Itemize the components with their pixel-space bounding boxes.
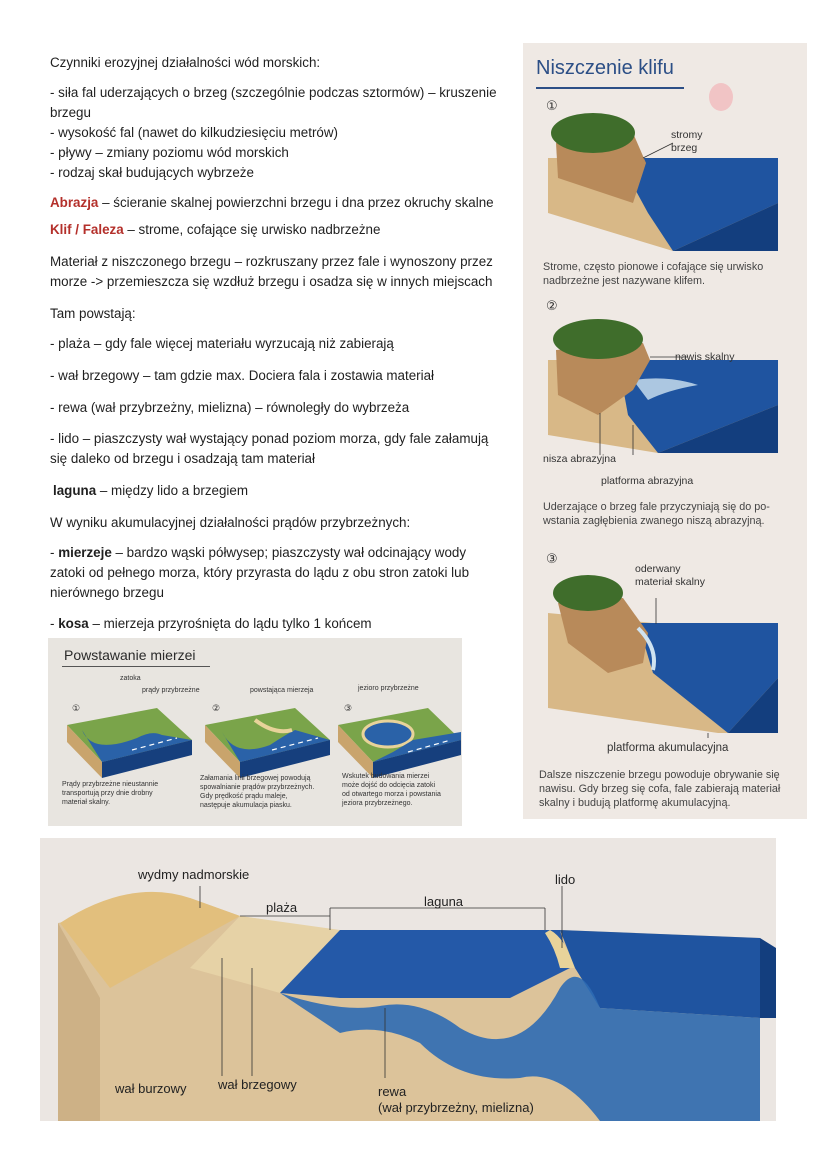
label-platforma-abrazyjna: platforma abrazyjna <box>601 475 694 487</box>
laguna-def: laguna – między lido a brzegiem <box>53 483 248 498</box>
klif-def: Klif / Faleza – strome, cofające się urwisko nadbrzeżne <box>50 222 381 237</box>
mierzeje-term: mierzeje <box>58 545 112 560</box>
spit-1-label-prady: prądy przybrzeżne <box>142 687 200 694</box>
coast-profile-panel <box>40 838 776 1121</box>
cliff-vegetation <box>553 319 643 359</box>
label-platforma-akumulacyjna: platforma akumulacyjna <box>607 742 729 754</box>
lido-def-1: - lido – piaszczysty wał wystający ponad poziom morza, gdy fale załamują <box>50 431 489 446</box>
step-3-caption-2: nawisu. Gdy brzeg się cofa, fale zabierają materiał <box>539 783 781 795</box>
spit-3-caption-3: od otwartego morza i powstania <box>342 791 441 798</box>
step-1-caption-2: nadbrzeżne jest nazywane klifem. <box>543 275 706 287</box>
label-rewa: rewa <box>378 1084 407 1099</box>
spit-1-caption-2: transportują przy dnie drobny <box>62 790 153 797</box>
spit-2-caption-3: Gdy prędkość prądu maleje, <box>200 793 288 800</box>
label-rewa-sub: (wał przybrzeżny, mielizna) <box>378 1100 534 1115</box>
spit-2-caption-2: spowalnianie prądów przybrzeżnych. <box>200 784 315 791</box>
spit-3-caption-1: Wskutek budowania mierzei <box>342 773 430 780</box>
label-wydmy-nadmorskie: wydmy nadmorskie <box>138 867 250 882</box>
cliff-vegetation <box>551 113 635 153</box>
step-3-caption-3: skalny i budują platformę akumulacyjną. <box>539 797 731 809</box>
spit-2-caption-4: następuje akumulacja piasku. <box>200 802 292 809</box>
kosa-def: - kosa – mierzeja przyrośnięta do lądu tylko 1 końcem <box>50 616 372 631</box>
spit-1-number: ① <box>72 703 81 713</box>
heading: Czynniki erozyjnej działalności wód morskich: <box>50 55 321 70</box>
label-oderwany: oderwany <box>635 563 681 575</box>
step-3-number: ③ <box>546 551 558 566</box>
step-2-caption-2: wstania zagłębienia zwanego niszą abrazyjną. <box>543 515 765 527</box>
mierzeje-def-1: - mierzeje – bardzo wąski półwysep; piaszczysty wał odcinający wody <box>50 545 467 560</box>
spit-3-caption-2: może dojść do odcięcia zatoki <box>342 782 435 789</box>
label-laguna: laguna <box>424 894 464 909</box>
spit-step-2-illustration <box>200 700 332 780</box>
abrazja-term: Abrazja <box>50 195 99 210</box>
spit-2-label: powstająca mierzeja <box>250 687 314 694</box>
spit-3-number: ③ <box>344 703 353 713</box>
title-underline <box>536 87 684 89</box>
step-3-caption-1: Dalsze niszczenie brzegu powoduje obrywanie się <box>539 769 780 781</box>
spit-3-label: jezioro przybrzeżne <box>358 685 419 692</box>
kosa-term: kosa <box>58 616 89 631</box>
panel-title: Niszczenie klifu <box>536 57 674 79</box>
klif-term: Klif / Faleza <box>50 222 124 237</box>
label-nisza-abrazyjna: nisza abrazyjna <box>543 453 616 465</box>
cliff-vegetation <box>553 575 623 611</box>
label-nawis-skalny: nawis skalny <box>675 351 735 363</box>
material-2: morze -> przemieszcza się wzdłuż brzegu i osadza się w innych miejscach <box>50 274 493 289</box>
spit-2-caption-1: Załamania linii brzegowej powodują <box>200 775 311 782</box>
spit-step-1-illustration <box>62 700 194 780</box>
label-wal-burzowy: wał burzowy <box>115 1081 187 1096</box>
step-1-number: ① <box>546 98 558 113</box>
factor-1: - siła fal uderzających o brzeg (szczególnie podczas sztormów) – kruszenie <box>50 85 497 100</box>
label-wal-brzegowy: wał brzegowy <box>218 1077 297 1092</box>
mierzeje-def-2: zatoki od pełnego morza, który przyrasta do lądu z obu stron zatoki lub <box>50 565 470 580</box>
wal-def: - wał brzegowy – tam gdzie max. Dociera fala i zostawia materiał <box>50 368 435 383</box>
factor-1-cont: brzegu <box>50 105 91 120</box>
spit-1-caption-1: Prądy przybrzeżne nieustannie <box>62 781 159 788</box>
factor-2: - wysokość fal (nawet do kilkudziesięciu metrów) <box>50 125 338 140</box>
leader-stromy <box>643 143 673 158</box>
cliff-destruction-panel <box>523 43 807 819</box>
spit-title-underline <box>62 666 210 667</box>
label-lido: lido <box>555 872 576 887</box>
laguna-term: laguna <box>53 483 97 498</box>
label-material-skalny: materiał skalny <box>635 576 706 588</box>
akumulacja-heading: W wyniku akumulacyjnej działalności prądów przybrzeżnych: <box>50 515 411 530</box>
label-stromy: stromy <box>671 129 703 141</box>
label-brzeg: brzeg <box>671 142 698 154</box>
spit-2-number: ② <box>212 703 221 713</box>
spit-step-3-illustration <box>333 700 463 780</box>
cliff-step-1-illustration <box>538 103 798 253</box>
spit-formation-panel <box>48 638 462 826</box>
spit-1-caption-3: materiał skalny. <box>62 799 111 806</box>
rewa-def: - rewa (wał przybrzeżny, mielizna) – równoległy do wybrzeża <box>50 400 410 415</box>
step-1-caption-1: Strome, często pionowe i cofające się urwisko <box>543 261 764 273</box>
factor-3: - pływy – zmiany poziomu wód morskich <box>50 145 289 160</box>
spit-1-label-zatoka: zatoka <box>120 675 141 682</box>
open-sea-edge <box>760 938 776 1018</box>
plaza-def: - plaża – gdy fale więcej materiału wyrzucają niż zabierają <box>50 336 394 351</box>
spit-title: Powstawanie mierzei <box>64 647 196 663</box>
label-plaza: plaża <box>266 900 298 915</box>
factor-4: - rodzaj skał budujących wybrzeże <box>50 165 254 180</box>
step-2-number: ② <box>546 298 558 313</box>
tam-powstaja: Tam powstają: <box>50 306 136 321</box>
mierzeje-def-3: nierównego brzegu <box>50 585 164 600</box>
cliff-step-2-illustration <box>538 305 798 455</box>
spit-3-caption-4: jeziora przybrzeżnego. <box>342 800 413 807</box>
step-2-caption-1: Uderzające o brzeg fale przyczyniają się do po- <box>543 501 770 513</box>
material-1: Materiał z niszczonego brzegu – rozkruszany przez fale i wynoszony przez <box>50 254 493 269</box>
abrazja-def: Abrazja – ścieranie skalnej powierzchni brzegu i dna przez okruchy skalne <box>50 195 494 210</box>
lido-def-2: się daleko od brzegu i osadzają tam materiał <box>50 451 315 466</box>
